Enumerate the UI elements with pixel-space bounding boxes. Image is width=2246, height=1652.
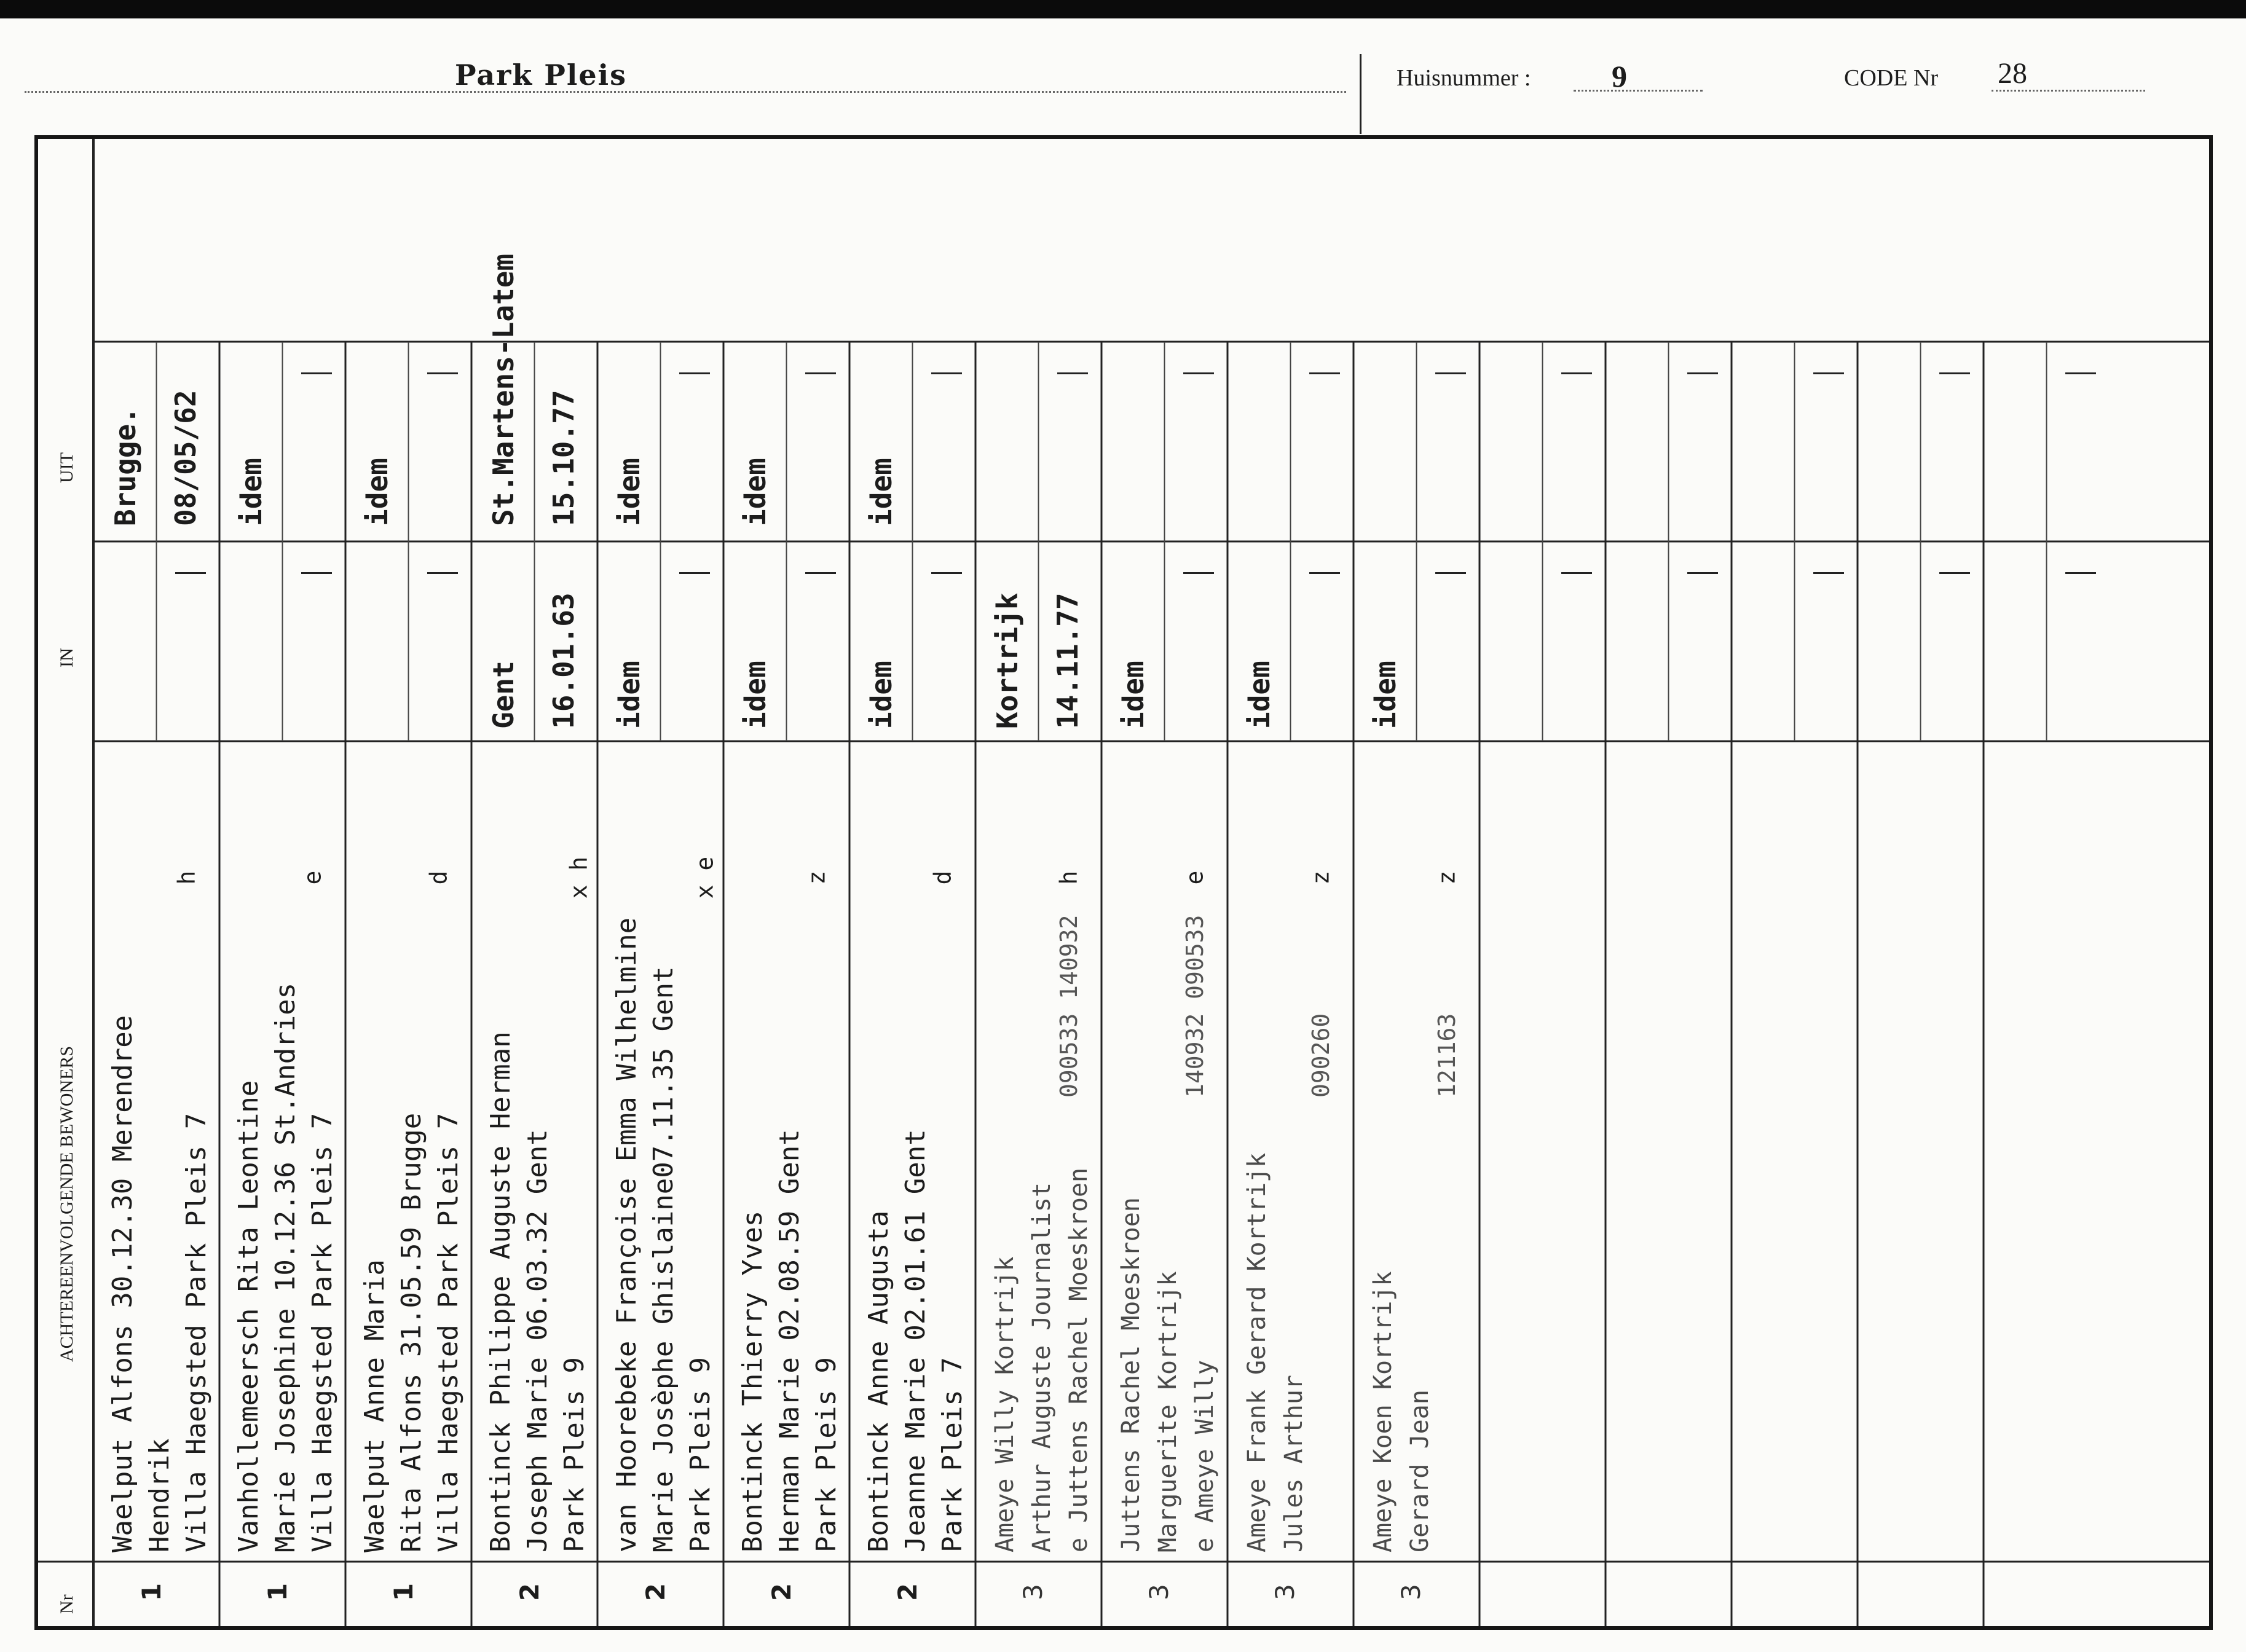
huisnummer-dotted-line <box>1574 90 1703 92</box>
uit-place: Brugge. <box>109 407 142 526</box>
resident-line: Jeanne Marie 02.01.61 Gent <box>900 1129 931 1552</box>
resident-line: Jules Arthur <box>1280 1375 1308 1552</box>
gender-mark: h <box>1055 870 1082 885</box>
resident-entry <box>357 1113 467 1552</box>
resident-entry <box>483 1031 593 1552</box>
in-place: idem <box>1243 661 1276 729</box>
in-date-dash <box>175 572 206 574</box>
resident-line: Rita Alfons 31.05.59 Brugge <box>396 1112 427 1552</box>
empty-dash-uit <box>1813 372 1844 374</box>
resident-line: Waelput Alfons 30.12.30 Merendree <box>107 1015 138 1552</box>
resident-line: Ameye Frank Gerard Kortrijk <box>1243 1152 1271 1552</box>
in-place: idem <box>613 661 646 729</box>
empty-dash-in <box>1939 572 1970 574</box>
in-place: idem <box>739 661 772 729</box>
in-date: 14.11.77 <box>1050 592 1084 729</box>
uit-place: idem <box>361 458 394 526</box>
resident-line: Joseph Marie 06.03.32 Gent <box>522 1129 553 1552</box>
in-date: 16.01.63 <box>546 592 580 729</box>
gender-mark: x h <box>565 856 593 899</box>
row-label-bewoners: ACHTEREENVOLGENDE BEWONERS <box>57 1045 77 1362</box>
uit-date-dash <box>1435 372 1466 374</box>
empty-dash-uit <box>1687 372 1718 374</box>
uit-date-dash <box>931 372 962 374</box>
resident-line: van Hoorebeke Françoise Emma Wilhelmine <box>611 917 642 1552</box>
resident-line: e Juttens Rachel Moeskroen <box>1065 1167 1093 1552</box>
in-date-dash <box>931 572 962 574</box>
entry-number: 2 <box>766 1583 797 1602</box>
uit-place: St.Martens-Latem <box>487 253 520 526</box>
resident-entry <box>987 1168 1097 1552</box>
empty-dash-uit <box>1939 372 1970 374</box>
in-place: idem <box>1369 661 1402 729</box>
gender-mark: d <box>425 870 452 885</box>
uit-place: idem <box>865 458 898 526</box>
in-date-dash <box>679 572 710 574</box>
entry-number: 2 <box>640 1583 671 1602</box>
in-date-dash <box>1435 572 1466 574</box>
in-place: idem <box>865 661 898 729</box>
uit-place: idem <box>235 458 268 526</box>
resident-line: Marie Josephine 10.12.36 St.Andries <box>270 982 301 1552</box>
empty-dash-in <box>2065 572 2096 574</box>
gender-mark: d <box>929 870 956 885</box>
uit-date-dash <box>679 372 710 374</box>
resident-entry <box>1365 1271 1438 1552</box>
resident-line: Gerard Jean <box>1406 1390 1434 1552</box>
gender-mark: e <box>299 870 326 885</box>
uit-date-dash <box>805 372 836 374</box>
in-date-dash <box>427 572 458 574</box>
resident-line: Park Pleis 9 <box>811 1357 842 1552</box>
row-label-uit: UIT <box>57 452 77 483</box>
uit-date-dash <box>1309 372 1340 374</box>
gender-mark: h <box>173 870 200 885</box>
resident-line: Villa Haegsted Park Pleis 7 <box>181 1112 212 1552</box>
resident-entry <box>609 918 719 1552</box>
scan-top-border <box>0 0 2246 18</box>
header-divider <box>1360 54 1361 134</box>
resident-line: Bontinck Anne Augusta <box>863 1210 894 1552</box>
code-label: CODE Nr <box>1844 65 1939 91</box>
gender-mark: z <box>1433 870 1460 885</box>
resident-entry <box>735 1129 845 1552</box>
uit-place: idem <box>613 458 646 526</box>
row-label-in: IN <box>57 648 77 667</box>
entry-number: 3 <box>1017 1584 1048 1600</box>
entry-number: 1 <box>136 1583 167 1602</box>
entry-number: 3 <box>1269 1584 1300 1600</box>
resident-line: Park Pleis 9 <box>685 1357 716 1552</box>
resident-line: e Ameye Willy <box>1191 1359 1219 1552</box>
resident-line: Marguerite Kortrijk <box>1154 1271 1182 1552</box>
resident-line: Vanhollemeersch Rita Leontine <box>233 1080 264 1552</box>
entry-number: 1 <box>388 1583 419 1602</box>
birth-code: 090260 <box>1307 1013 1334 1098</box>
resident-line: Park Pleis 7 <box>937 1357 968 1552</box>
resident-line: Bontinck Philippe Auguste Herman <box>485 1031 516 1552</box>
in-date-dash <box>1183 572 1214 574</box>
uit-date-dash <box>427 372 458 374</box>
empty-dash-uit <box>2065 372 2096 374</box>
empty-dash-in <box>1687 572 1718 574</box>
in-place: Gent <box>487 661 520 729</box>
gender-mark: x e <box>691 856 719 899</box>
row-label-nr: Nr <box>57 1594 77 1614</box>
register-form <box>34 135 2213 1630</box>
uit-place: idem <box>739 458 772 526</box>
birth-code: 140932 090533 <box>1181 914 1208 1098</box>
huisnummer-value: 9 <box>1612 59 1627 93</box>
resident-entry <box>1239 1153 1312 1552</box>
gender-mark: z <box>803 870 830 885</box>
uit-date: 08/05/62 <box>168 390 202 526</box>
entry-number: 3 <box>1395 1584 1426 1600</box>
resident-line: Ameye Willy Kortrijk <box>991 1256 1019 1552</box>
resident-line: Juttens Rachel Moeskroen <box>1117 1197 1145 1552</box>
resident-line: Hendrik <box>144 1438 175 1552</box>
in-place: idem <box>1117 661 1150 729</box>
resident-line: Park Pleis 9 <box>559 1357 590 1552</box>
entry-number: 2 <box>514 1583 545 1602</box>
resident-line: Arthur Auguste Journalist <box>1028 1182 1056 1552</box>
in-date-dash <box>805 572 836 574</box>
resident-line: Herman Marie 02.08.59 Gent <box>774 1129 805 1552</box>
resident-line: Bontinck Thierry Yves <box>737 1210 768 1552</box>
uit-date-dash <box>1183 372 1214 374</box>
in-date-dash <box>1309 572 1340 574</box>
entry-number: 2 <box>892 1583 923 1602</box>
gender-mark: e <box>1181 870 1208 885</box>
resident-entry <box>231 983 341 1552</box>
uit-date-dash <box>1057 372 1088 374</box>
birth-code: 121163 <box>1433 1013 1460 1098</box>
resident-line: Villa Haegsted Park Pleis 7 <box>433 1112 464 1552</box>
in-place: Kortrijk <box>991 592 1024 729</box>
code-value: 28 <box>1998 57 2027 90</box>
birth-code: 090533 140932 <box>1055 914 1082 1098</box>
resident-entry <box>1113 1197 1223 1552</box>
resident-line: Marie Josèphe Ghislaine07.11.35 Gent <box>648 966 679 1552</box>
resident-line: Waelput Anne Maria <box>359 1259 390 1552</box>
empty-dash-uit <box>1561 372 1592 374</box>
empty-dash-in <box>1813 572 1844 574</box>
uit-date-dash <box>301 372 332 374</box>
in-date-dash <box>301 572 332 574</box>
street-name: Park Pleis <box>455 58 627 92</box>
resident-entry <box>861 1129 971 1552</box>
entry-number: 3 <box>1143 1584 1174 1600</box>
resident-line: Ameye Koen Kortrijk <box>1369 1271 1397 1552</box>
huisnummer-label: Huisnummer : <box>1397 65 1531 91</box>
entry-number: 1 <box>262 1583 293 1602</box>
empty-dash-in <box>1561 572 1592 574</box>
uit-date: 15.10.77 <box>546 390 580 526</box>
gender-mark: z <box>1307 870 1334 885</box>
resident-entry <box>104 1015 215 1552</box>
street-dotted-line <box>25 91 1346 93</box>
resident-line: Villa Haegsted Park Pleis 7 <box>307 1112 338 1552</box>
